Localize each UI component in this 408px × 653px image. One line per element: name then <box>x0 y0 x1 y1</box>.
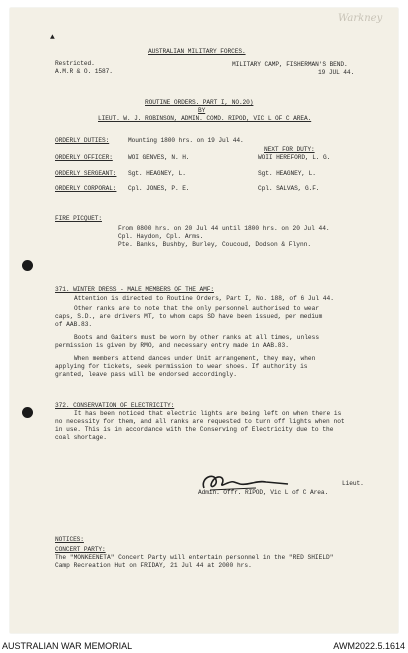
item-371-line: caps, S.D., are drivers MT, to whom caps SD have been issued, per medium <box>55 313 323 320</box>
org-header: AUSTRALIAN MILITARY FORCES. <box>148 48 246 55</box>
duty-current-officer: WOI GENVES, N. H. <box>128 154 190 161</box>
duty-next-officer: WOII HEREFORD, L. G. <box>258 154 331 161</box>
next-for-duty-label: NEXT FOR DUTY: <box>264 146 315 153</box>
notices-heading: NOTICES: <box>55 536 84 543</box>
pin-mark-icon: ▲ <box>50 33 55 42</box>
footer-accession: AWM2022.5.1614 <box>333 641 405 651</box>
footer-credit: AUSTRALIAN WAR MEMORIAL <box>2 641 133 651</box>
item-371-line: applying for tickets, seek permission to wear shoes. If authority is <box>55 363 308 370</box>
duty-label-corporal: ORDERLY CORPORAL: <box>55 185 117 192</box>
orders-officer: LIEUT. W. J. ROBINSON, ADMIN. COMD. RIPOD, VIC L OF C AREA. <box>98 115 312 122</box>
concert-party-heading: CONCERT PARTY: <box>55 546 106 553</box>
duty-next-corporal: Cpl. SALVAS, G.F. <box>258 185 320 192</box>
item-371-heading: 371. WINTER DRESS - MALE MEMBERS OF THE AMF: <box>55 286 214 293</box>
item-372-line: It has been noticed that electric lights are being left on when there is <box>74 410 342 417</box>
item-371-line: Other ranks are to note that the only personnel authorised to wear <box>74 305 320 312</box>
punch-hole-bottom <box>22 407 33 418</box>
fire-picquet-line: Pte. Banks, Bushby, Burley, Coucoud, Dodson & Flynn. <box>118 241 312 248</box>
item-371-line: permission is given by RMO, and necessary entry made in AAB.83. <box>55 342 289 349</box>
item-372-line: in use. This is in accordance with the Conserving of Electricity due to the <box>55 426 334 433</box>
fire-picquet-label: FIRE PICQUET: <box>55 215 102 222</box>
item-371-line: granted, leave pass will be endorsed accordingly. <box>55 371 237 378</box>
item-372-line: no necessity for them, and all ranks are requested to turn off lights when not <box>55 418 345 425</box>
reference: A.M.R & O. 1587. <box>55 68 113 75</box>
orders-by: BY <box>198 107 206 114</box>
duty-label-officer: ORDERLY OFFICER: <box>55 154 113 161</box>
item-371-line: When members attend dances under Unit arrangement, they may, when <box>74 355 316 362</box>
orderly-duties-label: ORDERLY DUTIES: <box>55 137 110 144</box>
duty-current-sergeant: Sgt. HEAGNEY, L. <box>128 170 186 177</box>
orders-title: ROUTINE ORDERS. PART I, NO.20) <box>145 99 254 106</box>
item-372-line: coal shortage. <box>55 434 107 441</box>
duty-next-sergeant: Sgt. HEAGNEY, L. <box>258 170 316 177</box>
duty-current-corporal: Cpl. JONES, P. E. <box>128 185 190 192</box>
item-371-line: Attention is directed to Routine Orders, Part I, No. 188, of 6 Jul 44. <box>74 295 334 302</box>
handwritten-annotation: Warkney <box>338 13 383 24</box>
duty-mounting: Mounting 1800 hrs. on 19 Jul 44. <box>128 137 244 144</box>
notice-line: Camp Recreation Hut on FRIDAY, 21 Jul 44 at 2000 hrs. <box>55 562 252 569</box>
document-date: 19 JUL 44. <box>318 69 355 76</box>
item-372-heading: 372. CONSERVATION OF ELECTRICITY: <box>55 402 175 409</box>
footer-bar <box>0 638 408 653</box>
punch-hole-top <box>22 260 33 271</box>
duty-label-sergeant: ORDERLY SERGEANT: <box>55 170 117 177</box>
fire-picquet-line: Cpl. Haydon, Cpl. Arms. <box>118 233 204 240</box>
restriction: Restricted. <box>55 60 95 67</box>
item-371-line: Boots and Gaiters must be worn by other ranks at all times, unless <box>74 334 320 341</box>
fire-picquet-line: From 0800 hrs. on 20 Jul 44 until 1800 hrs. on 20 Jul 44. <box>118 225 330 232</box>
signature-rank: Lieut. <box>342 480 364 487</box>
signature-title: Admin. Offr. RIPOD, Vic L of C Area. <box>198 489 329 496</box>
location: MILITARY CAMP, FISHERMAN'S BEND. <box>232 61 348 68</box>
item-371-line: of AAB.83. <box>55 321 93 328</box>
notice-line: The "MONKEENETA" Concert Party will entertain personnel in the "RED SHIELD" <box>55 554 334 561</box>
